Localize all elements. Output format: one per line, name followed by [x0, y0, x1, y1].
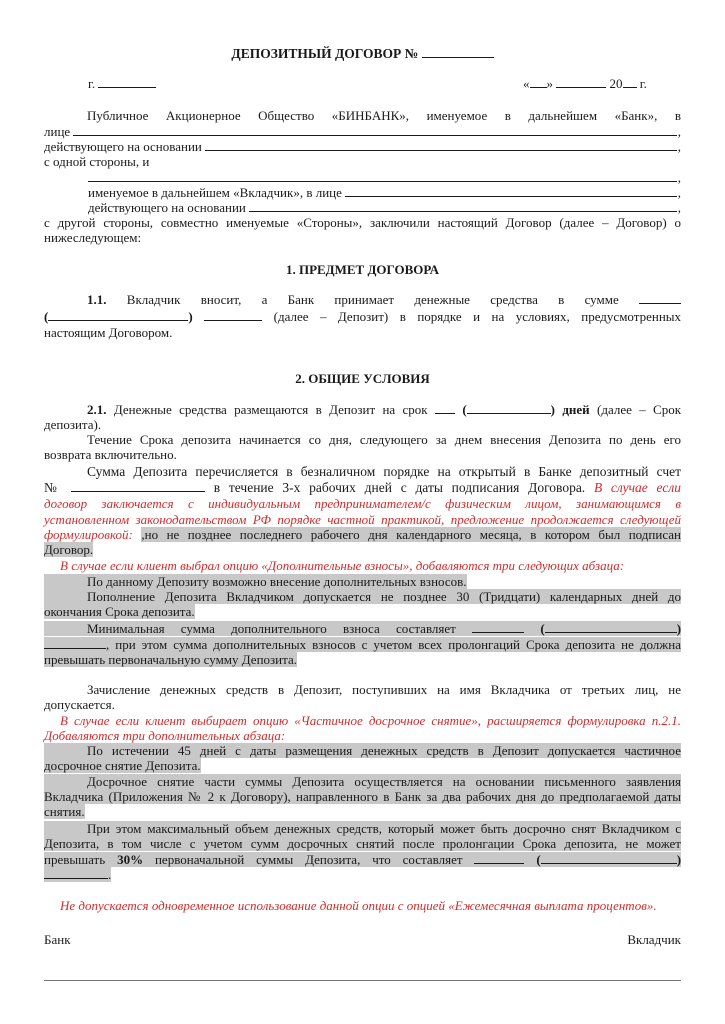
contract-number-blank [422, 46, 494, 58]
clause-2-1-line-2: депозита). [44, 417, 102, 432]
year-blank [623, 76, 637, 88]
sum-transfer-line-2: № в течение 3-х рабочих дней с даты подписания Договора. В случае если [44, 480, 681, 495]
red-partial-note-line-2: Добавляются три дополнительных абзаца: [44, 728, 286, 743]
city-date-line [88, 76, 681, 91]
partial-para-3-line-3: превышать 30% первоначальной суммы Депозита, что составляет ( ) [44, 852, 682, 867]
extra-deposit-para-2-line-2: окончания Срока депозита. [44, 604, 195, 619]
account-number-blank [71, 480, 205, 492]
max-withdrawal-blank [474, 852, 524, 864]
intro-line-3: действующего на основании , [44, 139, 681, 154]
contract-title [44, 46, 681, 61]
min-deposit-blank [472, 621, 524, 633]
depositor-basis-blank [249, 211, 677, 212]
term-start-line-1: Течение Срока депозита начинается со дня, следующего за днем внесения Депозита по день его [87, 432, 681, 447]
red-note-line-3: формулировкой: ,но не позднее последнего рабочего дня календарного месяца, в котором был подписан [44, 527, 681, 542]
red-final-note: Не допускается одновременное использование данной опции с опцией «Ежемесячная выплата процентов». [60, 898, 657, 913]
deposit-amount-blank [639, 292, 681, 304]
signature-bank: Банк [44, 932, 71, 947]
currency-blank-3 [44, 867, 108, 879]
extra-deposit-para-3-line-1: Минимальная сумма дополнительного взноса составляет ( ) [44, 621, 681, 636]
clause-1-1-line-1: 1.1. Вкладчик вносит, а Банк принимает денежные средства в сумме [44, 292, 681, 307]
depositor-name-blank [88, 181, 677, 182]
min-deposit-words-blank [545, 621, 677, 633]
intro-line-1: Публичное Акционерное Общество «БИНБАНК», именуемое в дальнейшем «Банк», в [87, 108, 681, 123]
city-blank [98, 76, 156, 88]
day-blank [530, 76, 547, 88]
month-blank [556, 76, 606, 88]
partial-para-3-line-4: . [44, 867, 681, 882]
intro-line-8: с другой стороны, совместно именуемые «Стороны», заключили настоящий Договор (далее – Договор) о [44, 215, 681, 230]
intro-line-2: лице , [44, 124, 681, 139]
partial-para-1-line-1: По истечении 45 дней с даты размещения денежных средств в Депозит допускается частичное [44, 743, 681, 758]
partial-para-2-line-3: снятия. [44, 804, 85, 819]
intro-line-4: с одной стороны, и [44, 154, 150, 169]
red-extra-deposits-note: В случае если клиент выбрал опцию «Дополнительные взносы», добавляются три следующих абзаца: [60, 558, 625, 573]
partial-para-2-line-1: Досрочное снятие части суммы Депозита осуществляется на основании письменного заявления [44, 774, 681, 789]
section-2-heading: 2. ОБЩИЕ УСЛОВИЯ [295, 371, 430, 386]
date-block: « » 20 г. [523, 76, 647, 91]
title-text: ДЕПОЗИТНЫЙ ДОГОВОР № [231, 46, 419, 61]
amount-words-blank [48, 309, 188, 321]
third-party-line-1: Зачисление денежных средств в Депозит, поступивших на имя Вкладчика от третьих лиц, не [87, 682, 681, 697]
partial-para-1-line-2: досрочное снятие Депозита. [44, 758, 201, 773]
extra-deposit-para-3-line-3: превышать первоначальную сумму Депозита. [44, 652, 297, 667]
partial-para-3-line-2: Депозита, в том числе с учетом сумм досрочных снятий после пролонгации Срока депозита, не может [44, 836, 681, 851]
intro-line-5: , [88, 170, 681, 185]
clause-1-1-line-2: ( ) (далее – Депозит) в порядке и на условиях, предусмотренных [44, 309, 682, 324]
currency-blank [204, 309, 262, 321]
sum-transfer-line-1: Сумма Депозита перечисляется в безналичном порядке на открытый в Банке депозитный счет [87, 464, 681, 479]
extra-deposit-para-1: По данному Депозиту возможно внесение дополнительных взносов. [44, 574, 681, 589]
intro-line-6: именуемое в дальнейшем «Вкладчик», в лице , [88, 185, 681, 200]
section-1-heading: 1. ПРЕДМЕТ ДОГОВОРА [285, 262, 440, 277]
depositor-rep-blank [345, 196, 677, 197]
currency-blank-2 [44, 637, 106, 649]
extra-deposit-para-2-line-1: Пополнение Депозита Вкладчиком допускается не позднее 30 (Тридцати) календарных дней до [44, 589, 681, 604]
city-label: г. [88, 76, 96, 91]
term-start-line-2: возврата включительно. [44, 447, 177, 462]
red-note-line-1: договор заключается с индивидуальным предпринимателем/с физическим лицом, занимающимся в [44, 496, 681, 511]
clause-1-1-line-3: настоящим Договором. [44, 325, 173, 340]
red-note-line-2: установленном законодательством РФ порядке частной практикой, предложение продолжается следующей [44, 512, 681, 527]
partial-para-2-line-2: Вкладчика (Приложения № 2 к Договору), направленного в Банк за два рабочих дня до предполагаемой даты [44, 789, 681, 804]
footer-divider [44, 980, 681, 981]
highlight-line-contract: Договор. [44, 542, 94, 557]
max-withdrawal-words-blank [541, 852, 677, 864]
extra-deposit-para-3-line-2: , при этом сумма дополнительных взносов с учетом всех пролонгаций Срока депозита не должна [44, 637, 681, 652]
term-words-blank [467, 402, 551, 414]
third-party-line-2: допускается. [44, 697, 115, 712]
partial-para-3-line-1: При этом максимальный объем денежных средств, который может быть досрочно снят Вкладчиком с [44, 821, 681, 836]
basis-blank [205, 150, 677, 151]
clause-2-1-line-1: 2.1. Денежные средства размещаются в Депозит на срок ( ) дней (далее – Срок [87, 402, 682, 417]
red-partial-note-line-1: В случае если клиент выбирает опцию «Частичное досрочное снятие», расширяется формулировка п.2.1. [60, 713, 681, 728]
intro-line-9: нижеследующем: [44, 230, 142, 245]
term-days-blank [435, 402, 455, 414]
intro-line-7: действующего на основании , [88, 200, 681, 215]
signature-depositor: Вкладчик [627, 932, 681, 947]
representative-blank [73, 135, 677, 136]
